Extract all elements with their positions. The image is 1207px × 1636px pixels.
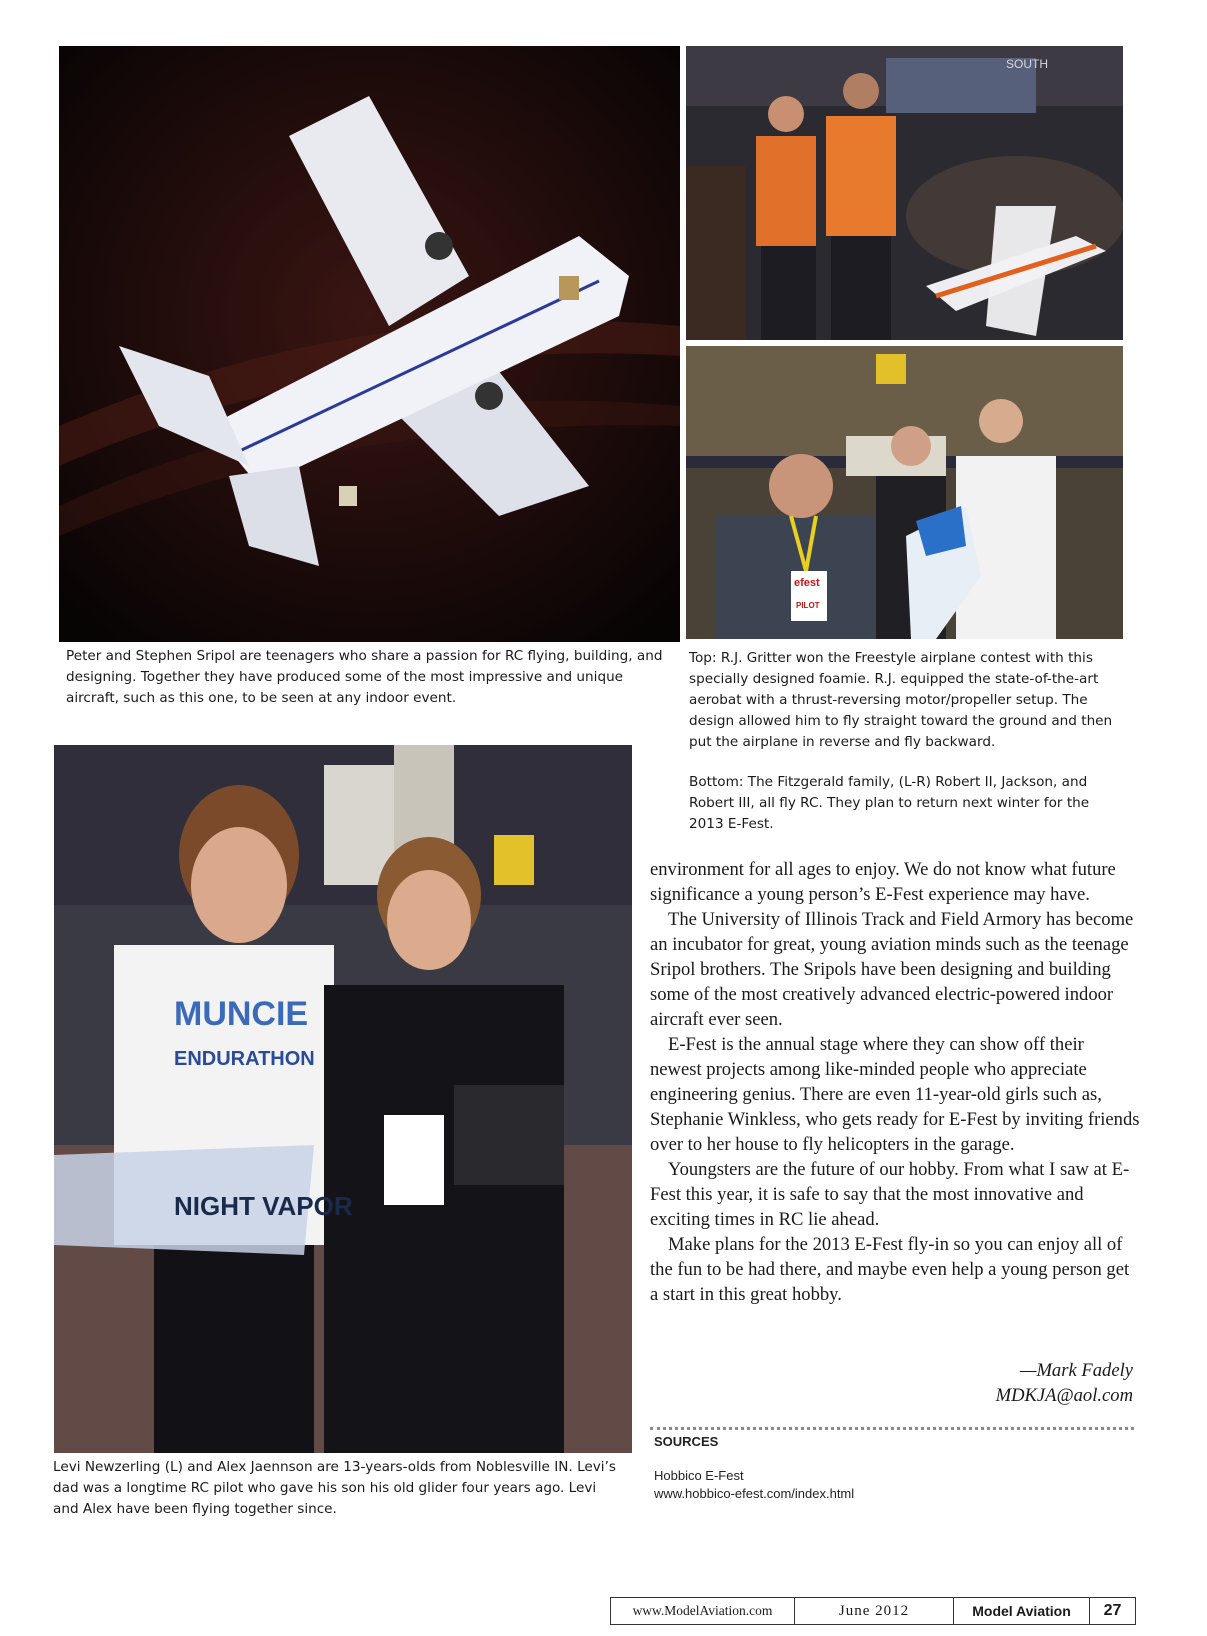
wing-text: NIGHT VAPOR xyxy=(174,1191,353,1221)
caption-sripol: Peter and Stephen Sripol are teenagers who share a passion for RC flying, building, and designing. Together they have produced some of the most impressive and unique aircraft, such as this one, to be seen at any indoor event. xyxy=(66,648,663,706)
shirt-text-2: ENDURATHON xyxy=(174,1048,315,1070)
sources-url[interactable]: www.hobbico-efest.com/index.html xyxy=(654,1486,855,1501)
author-name: —Mark Fadely xyxy=(1019,1360,1133,1381)
article-paragraph: E-Fest is the annual stage where they can show off their newest projects among like-minded people who appreciate engineering genius. There are even 11-year-old girls such as, Stephanie Winkless, who gets ready for E-Fest by inviting friends over to her house to fly helicopters in the garage. xyxy=(650,1034,1140,1155)
page-footer xyxy=(610,1597,1136,1625)
footer-page-number: 27 xyxy=(1103,1602,1122,1619)
caption-fitzgerald: Bottom: The Fitzgerald family, (L-R) Robert II, Jackson, and Robert III, all fly RC. They plan to return next winter for the 2013 E-Fest. xyxy=(689,774,1090,832)
footer-url[interactable]: www.ModelAviation.com xyxy=(611,1598,795,1624)
footer-date: June 2012 xyxy=(795,1598,954,1624)
article-paragraph: environment for all ages to enjoy. We do not know what future significance a young person’s E-Fest experience may have. xyxy=(650,859,1116,905)
badge-text: efest xyxy=(794,577,820,589)
sources-divider xyxy=(650,1427,1134,1430)
caption-levi: Levi Newzerling (L) and Alex Jaennson are 13-years-olds from Noblesville IN. Levi’s dad was a longtime RC pilot who gave his son his old glider four years ago. Levi and Alex have been flying together since. xyxy=(53,1459,616,1517)
author-email: MDKJA@aol.com xyxy=(995,1385,1133,1406)
banner-text: SOUTH xyxy=(1006,57,1048,71)
sources-heading: SOURCES xyxy=(654,1434,719,1449)
footer-magazine: Model Aviation xyxy=(954,1598,1090,1624)
photo-sripol-airplane xyxy=(59,46,680,642)
caption-gritter: Top: R.J. Gritter won the Freestyle airplane contest with this specially designed foamie. R.J. equipped the state-of-the-art aerobat with a thrust-reversing motor/propeller setup. The design allowed him to fly straight toward the ground and then put the airplane in reverse and fly backward. xyxy=(689,650,1113,750)
photo-fitzgerald-family xyxy=(686,346,1123,639)
article-paragraph: Youngsters are the future of our hobby. From what I saw at E-Fest this year, it is safe to say that the most innovative and exciting times in RC lie ahead. xyxy=(650,1159,1130,1230)
article-body xyxy=(650,857,1140,1307)
article-paragraph: The University of Illinois Track and Field Armory has become an incubator for great, young aviation minds such as the teenage Sripol brothers. The Sripols have been designing and building some of the most creatively advanced electric-powered indoor aircraft ever seen. xyxy=(650,909,1134,1030)
photo-gritter-freestyle xyxy=(686,46,1123,340)
sources-name: Hobbico E-Fest xyxy=(654,1468,744,1483)
shirt-text-1: MUNCIE xyxy=(174,995,309,1033)
badge-role: PILOT xyxy=(796,601,820,610)
article-paragraph: Make plans for the 2013 E-Fest fly-in so you can enjoy all of the fun to be had there, and maybe even help a young person get a start in this great hobby. xyxy=(650,1234,1130,1305)
photo-levi-alex xyxy=(54,745,632,1453)
